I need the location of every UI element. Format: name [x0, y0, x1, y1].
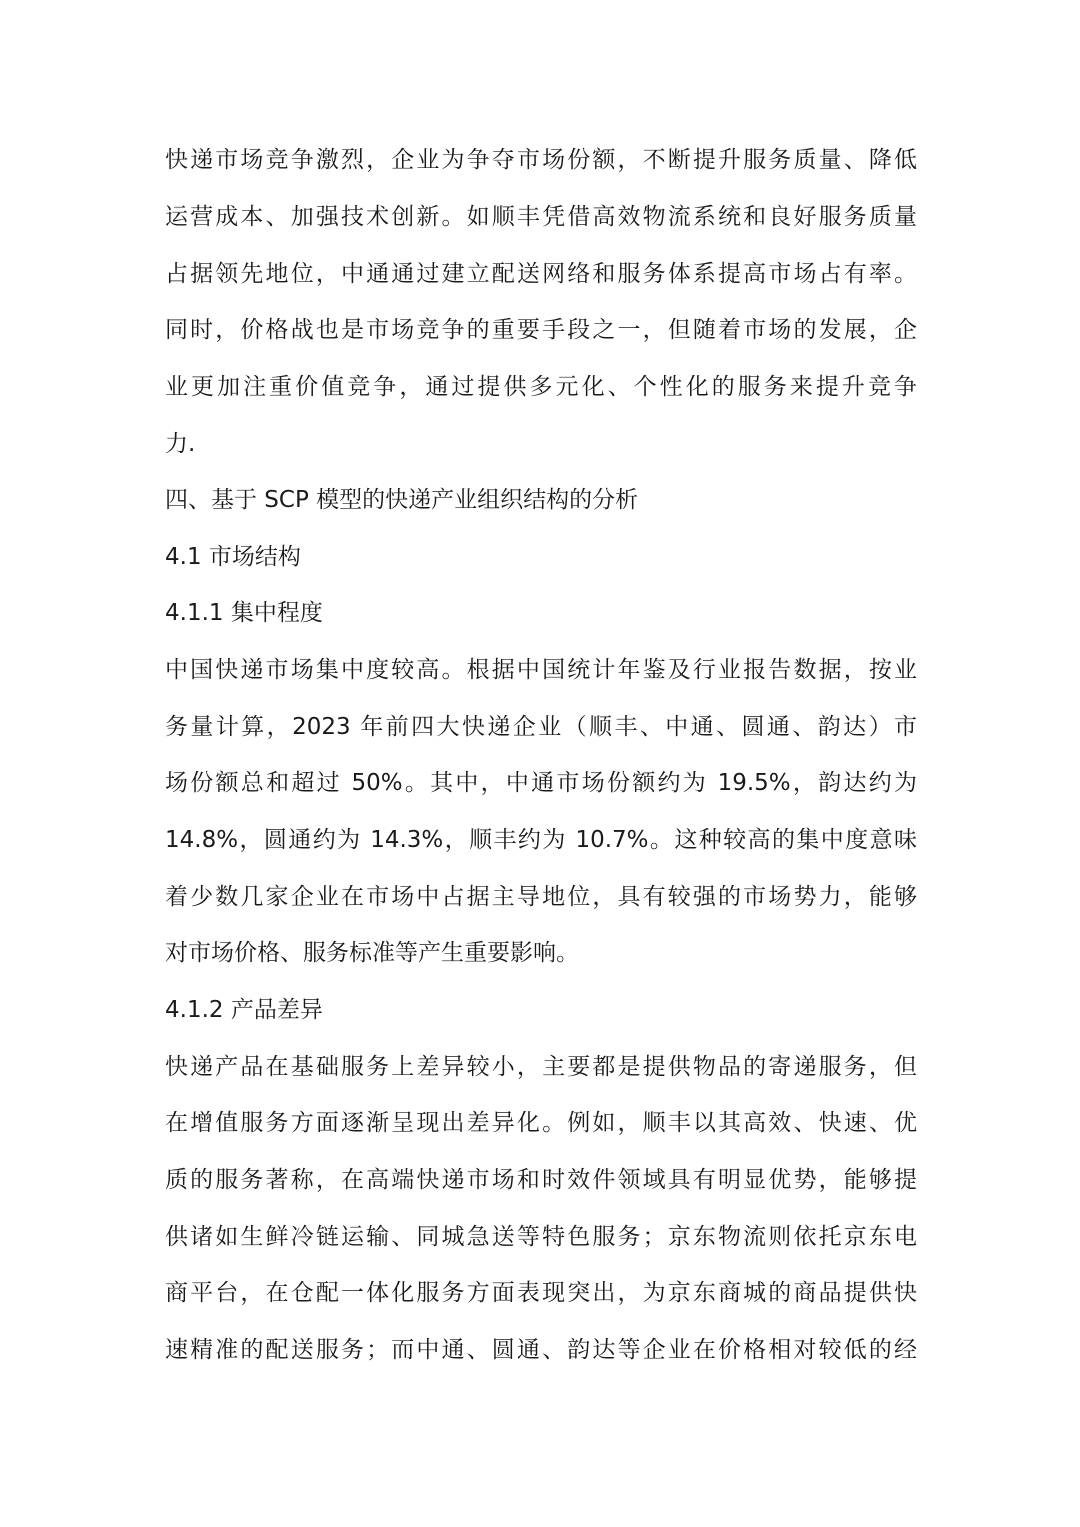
paragraph-line: 着少数几家企业在市场中占据主导地位，具有较强的市场势力，能够	[165, 884, 917, 910]
paragraph-line: 运营成本、加强技术创新。如顺丰凭借高效物流系统和良好服务质量	[165, 204, 917, 230]
paragraph-line: 在增值服务方面逐渐呈现出差异化。例如，顺丰以其高效、快速、优	[165, 1110, 917, 1136]
paragraph-line: 场份额总和超过 50%。其中，中通市场份额约为 19.5%，韵达约为	[165, 770, 917, 796]
paragraph-line: 业更加注重价值竞争，通过提供多元化、个性化的服务来提升竞争	[165, 374, 917, 400]
subsection-heading: 4.1 市场结构	[165, 544, 301, 570]
sub-subsection-heading: 4.1.1 集中程度	[165, 600, 323, 626]
sub-subsection-heading: 4.1.2 产品差异	[165, 997, 323, 1023]
paragraph-line: 质的服务著称，在高端快递市场和时效件领域具有明显优势，能够提	[165, 1167, 917, 1193]
paragraph-line: 商平台，在仓配一体化服务方面表现突出，为京东商城的商品提供快	[165, 1280, 917, 1306]
paragraph-line: 同时，价格战也是市场竞争的重要手段之一，但随着市场的发展，企	[165, 317, 917, 343]
paragraph-line: 力.	[165, 431, 196, 457]
paragraph-line: 中国快递市场集中度较高。根据中国统计年鉴及行业报告数据，按业	[165, 657, 917, 683]
paragraph-line: 快递市场竞争激烈，企业为争夺市场份额，不断提升服务质量、降低	[165, 147, 917, 173]
paragraph-line: 对市场价格、服务标准等产生重要影响。	[165, 940, 579, 966]
paragraph-line: 务量计算，2023 年前四大快递企业（顺丰、中通、圆通、韵达）市	[165, 714, 917, 740]
paragraph-line: 供诸如生鲜冷链运输、同城急送等特色服务；京东物流则依托京东电	[165, 1224, 917, 1250]
section-heading: 四、基于 SCP 模型的快递产业组织结构的分析	[165, 487, 639, 513]
paragraph-line: 速精准的配送服务；而中通、圆通、韵达等企业在价格相对较低的经	[165, 1337, 917, 1363]
paragraph-line: 14.8%，圆通约为 14.3%，顺丰约为 10.7%。这种较高的集中度意味	[165, 827, 917, 853]
paragraph-line: 占据领先地位，中通通过建立配送网络和服务体系提高市场占有率。	[165, 261, 917, 287]
paragraph-line: 快递产品在基础服务上差异较小，主要都是提供物品的寄递服务，但	[165, 1054, 917, 1080]
